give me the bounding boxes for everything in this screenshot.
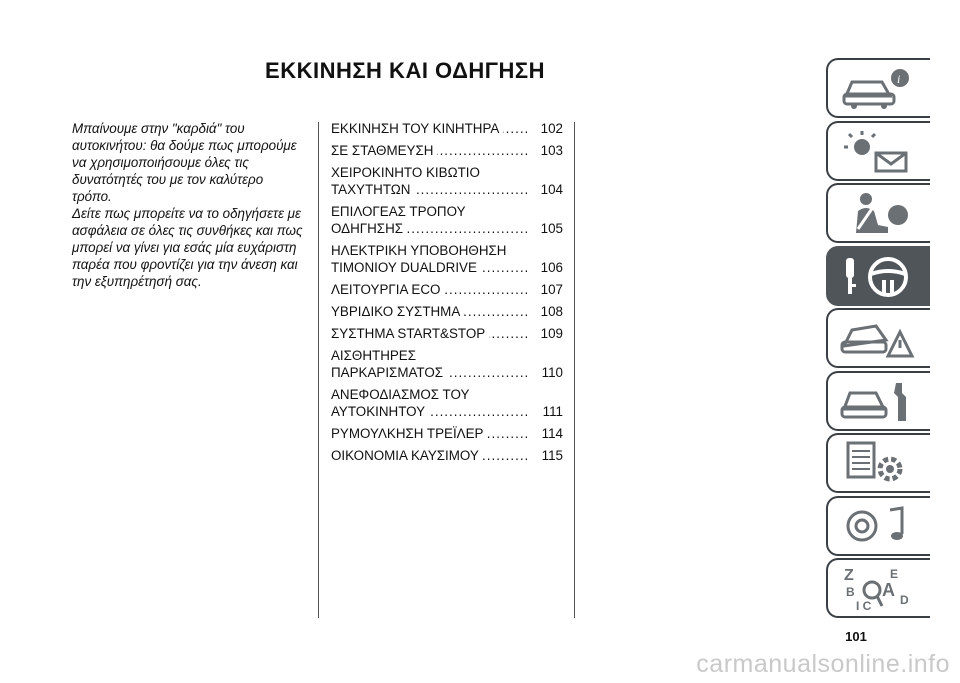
toc-page-number: 106 <box>529 259 563 276</box>
toc-entry[interactable] <box>331 447 563 464</box>
column-divider <box>318 122 319 618</box>
toc-title-line <box>331 386 529 403</box>
table-of-contents <box>331 120 563 469</box>
toc-title-line <box>331 403 529 420</box>
toc-title-text: ΥΒΡΙΔΙΚΟ ΣΥΣΤΗΜΑ <box>331 304 464 319</box>
toc-title-text: ΕΚΚΙΝΗΣΗ ΤΟΥ ΚΙΝΗΤΗΡΑ <box>331 121 503 136</box>
toc-entry[interactable] <box>331 164 563 198</box>
toc-page-number: 111 <box>529 403 563 420</box>
toc-title-text: ΑΙΣΘΗΤΗΡΕΣ <box>331 348 417 363</box>
svg-text:D: D <box>900 593 909 607</box>
chapter-tab[interactable] <box>826 246 930 306</box>
toc-title-text: ΟΙΚΟΝΟΜΙΑ ΚΑΥΣΙΜΟΥ <box>331 448 483 463</box>
chapter-tab[interactable] <box>826 58 930 118</box>
toc-title-text: ΠΑΡΚΑΡΙΣΜΑΤΟΣ <box>331 365 447 380</box>
svg-text:Z: Z <box>844 567 854 584</box>
toc-page-number: 108 <box>529 303 563 320</box>
toc-entry[interactable] <box>331 142 563 159</box>
toc-entry-title <box>331 325 529 342</box>
toc-entry[interactable] <box>331 425 563 442</box>
toc-entry-title <box>331 164 529 198</box>
toc-title-line <box>331 347 529 364</box>
intro-paragraph: Μπαίνουμε στην "καρδιά" του αυτοκινήτου: θα δούμε πως μπορούμε να χρησιμοποιήσουμε όλες τις δυνατότητές του με τον καλύτερο τρόπο. <box>72 121 297 204</box>
svg-text:I C: I C <box>856 599 872 612</box>
intro-paragraph: Δείτε πως μπορείτε να το οδηγήσετε με ασφάλεια σε όλες τις συνθήκες και πως μπορεί να γίνει για εσάς μία ευχάριστη παρέα που φροντίζει για την άνεση και την εξυπηρέτησή σας. <box>72 206 303 289</box>
toc-entry-title <box>331 425 529 442</box>
toc-title-line <box>331 325 529 342</box>
toc-title-text: ΤΑΧΥΤΗΤΩΝ <box>331 182 414 197</box>
toc-title-line <box>331 220 529 237</box>
intro-text <box>72 120 304 290</box>
toc-page-number: 109 <box>529 325 563 342</box>
toc-title-text: ΧΕΙΡΟΚΙΝΗΤΟ ΚΙΒΩΤΙΟ <box>331 165 480 180</box>
toc-entry-title <box>331 447 529 464</box>
toc-page-number: 115 <box>529 447 563 464</box>
toc-title-line <box>331 203 529 220</box>
toc-title-line <box>331 164 529 181</box>
toc-entry[interactable] <box>331 325 563 342</box>
toc-entry-title <box>331 203 529 237</box>
toc-page-number: 104 <box>529 181 563 198</box>
chapter-tab[interactable] <box>826 308 930 368</box>
toc-entry-title <box>331 347 529 381</box>
chapter-tab[interactable] <box>826 558 930 618</box>
chapter-tab[interactable] <box>826 121 930 181</box>
toc-entry-title <box>331 142 529 159</box>
svg-text:i: i <box>897 72 901 86</box>
toc-title-line <box>331 259 529 276</box>
toc-title-line <box>331 425 529 442</box>
toc-title-text: ΟΔΗΓΗΣΗΣ <box>331 221 407 236</box>
toc-entry-title <box>331 242 529 276</box>
toc-page-number: 110 <box>529 364 563 381</box>
page-title: ΕΚΚΙΝΗΣΗ ΚΑΙ ΟΔΗΓΗΣΗ <box>265 58 545 83</box>
chapter-tab[interactable] <box>826 433 930 493</box>
toc-entry[interactable] <box>331 347 563 381</box>
toc-entry[interactable] <box>331 120 563 137</box>
toc-entry-title <box>331 303 529 320</box>
toc-title-text: ΡΥΜΟΥΛΚΗΣΗ ΤΡΕΪΛΕΡ <box>331 426 487 441</box>
toc-title-text: ΑΝΕΦΟΔΙΑΣΜΟΣ ΤΟΥ <box>331 387 470 402</box>
chapter-tab[interactable] <box>826 183 930 243</box>
toc-title-line <box>331 120 529 137</box>
toc-title-text: ΑΥΤΟΚΙΝΗΤΟΥ <box>331 404 429 419</box>
column-divider <box>574 122 575 618</box>
toc-entry-title <box>331 120 529 137</box>
toc-page-number: 103 <box>529 142 563 159</box>
chapter-tab[interactable] <box>826 496 930 556</box>
toc-title-line <box>331 447 529 464</box>
toc-page-number: 107 <box>529 281 563 298</box>
toc-entry[interactable] <box>331 386 563 420</box>
chapter-tab[interactable] <box>826 371 930 431</box>
toc-entry-title <box>331 281 529 298</box>
toc-entry-title <box>331 386 529 420</box>
toc-title-line <box>331 242 529 259</box>
toc-title-text: ΕΠΙΛΟΓΕΑΣ ΤΡΟΠΟΥ <box>331 204 466 219</box>
toc-entry[interactable] <box>331 242 563 276</box>
toc-title-text: ΣΥΣΤΗΜΑ START&STOP <box>331 326 489 341</box>
toc-title-text: ΤΙΜΟΝΙΟΥ DUALDRIVE <box>331 260 481 275</box>
toc-title-text: ΣΕ ΣΤΑΘΜΕΥΣΗ <box>331 143 437 158</box>
svg-text:E: E <box>890 567 899 581</box>
toc-title-line <box>331 142 529 159</box>
toc-title-line <box>331 181 529 198</box>
toc-title-text: ΗΛΕΚΤΡΙΚΗ ΥΠΟΒΟΗΘΗΣΗ <box>331 243 507 258</box>
svg-text:B: B <box>846 585 855 599</box>
toc-title-line <box>331 281 529 298</box>
toc-entry[interactable] <box>331 203 563 237</box>
page-number: 101 <box>845 629 867 644</box>
toc-title-text: ΛΕΙΤΟΥΡΓΙΑ ECO <box>331 282 444 297</box>
watermark: carmanualsonline.info <box>696 650 950 678</box>
toc-page-number: 114 <box>529 425 563 442</box>
toc-title-line <box>331 364 529 381</box>
toc-entry[interactable] <box>331 281 563 298</box>
svg-text:A: A <box>882 580 895 600</box>
toc-page-number: 102 <box>529 120 563 137</box>
toc-page-number: 105 <box>529 220 563 237</box>
toc-entry[interactable] <box>331 303 563 320</box>
toc-title-line <box>331 303 529 320</box>
